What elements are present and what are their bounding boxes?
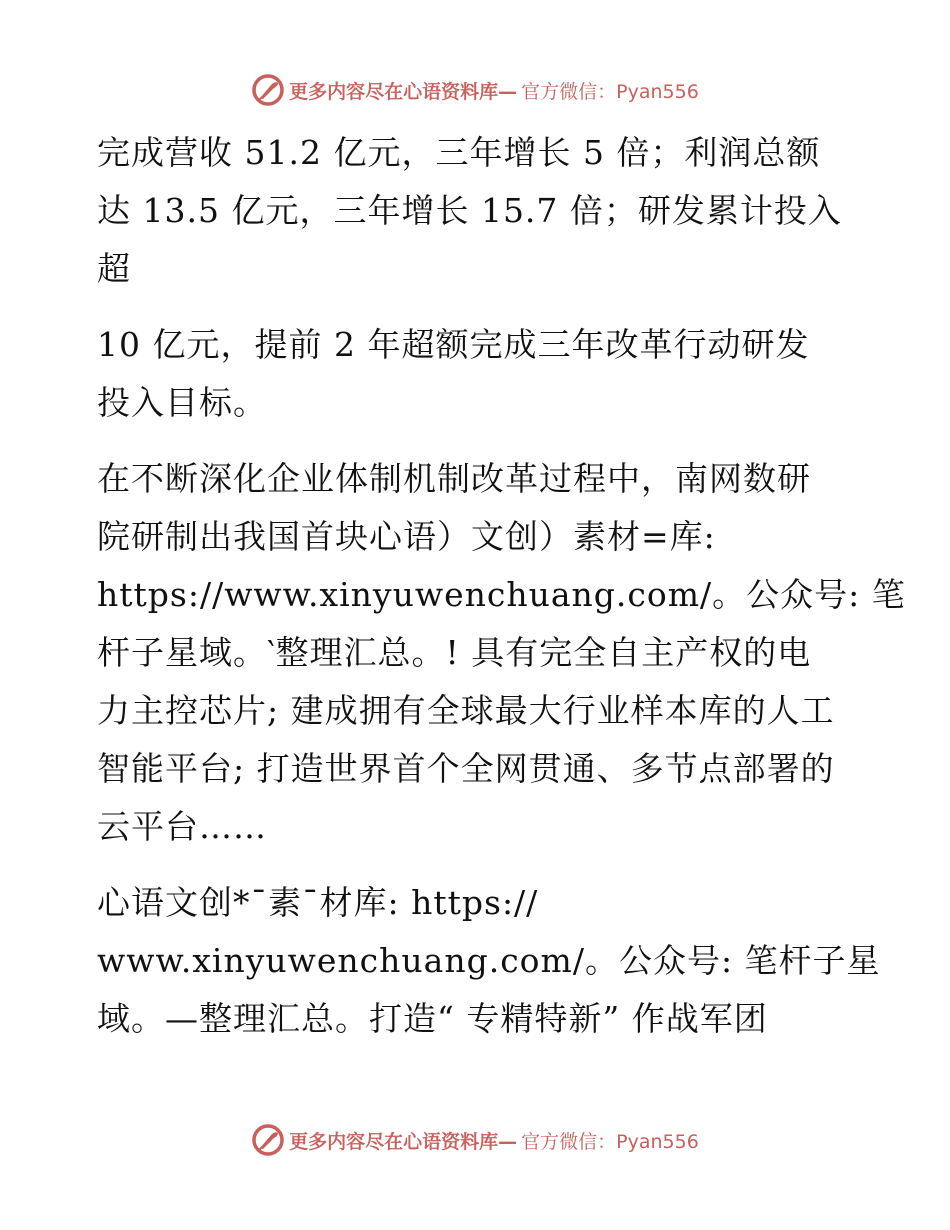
text-line: 10 亿元，提前 2 年超额完成三年改革行动研发 [97, 325, 810, 364]
text-line: 超 [97, 249, 131, 288]
header-watermark-banner [0, 70, 950, 110]
paragraph-4 [97, 874, 881, 1048]
text-line: 智能平台; 打造世界首个全网贯通、多节点部署的 [97, 749, 835, 788]
text-line: 心语文创*¯素¯材库: https:// [97, 883, 539, 922]
text-line: 完成营收 51.2 亿元，三年增长 5 倍；利润总额 [97, 133, 821, 172]
footer-watermark-banner [0, 1120, 950, 1160]
text-line: 力主控芯片; 建成拥有全球最大行业样本库的人工 [97, 691, 835, 730]
header-watermark-content [251, 73, 699, 107]
text-line: 杆子星域。‵整理汇总。! 具有完全自主产权的电 [97, 633, 812, 672]
paragraph-2 [97, 316, 857, 432]
text-line: 域。—整理汇总。打造“ 专精特新” 作战军团 [97, 999, 768, 1038]
footer-watermark-text: 更多内容尽在心语资料库— [289, 1130, 518, 1153]
paragraph-1 [97, 124, 857, 298]
header-watermark-text: 更多内容尽在心语资料库— [289, 80, 518, 103]
quill-circle-logo-icon [251, 1123, 285, 1157]
text-line: 达 13.5 亿元，三年增长 15.7 倍；研发累计投入 [97, 191, 842, 230]
text-line: 投入目标。 [97, 383, 267, 422]
document-body [97, 124, 906, 1066]
text-line: www.xinyuwenchuang.com/。公众号: 笔杆子星 [97, 941, 881, 980]
text-line: 院研制出我国首块心语）文创）素材=库: [97, 517, 716, 556]
paragraph-3 [97, 450, 906, 856]
text-line: 在不断深化企业体制机制改革过程中，南网数研 [97, 459, 811, 498]
text-line: 云平台…… [97, 807, 267, 846]
footer-watermark-wechat: 官方微信：Pyan556 [521, 1130, 699, 1153]
text-line: https://www.xinyuwenchuang.com/。公众号: 笔 [97, 575, 906, 614]
footer-watermark-content [251, 1123, 699, 1157]
quill-circle-logo-icon [251, 73, 285, 107]
header-watermark-wechat: 官方微信：Pyan556 [521, 80, 699, 103]
